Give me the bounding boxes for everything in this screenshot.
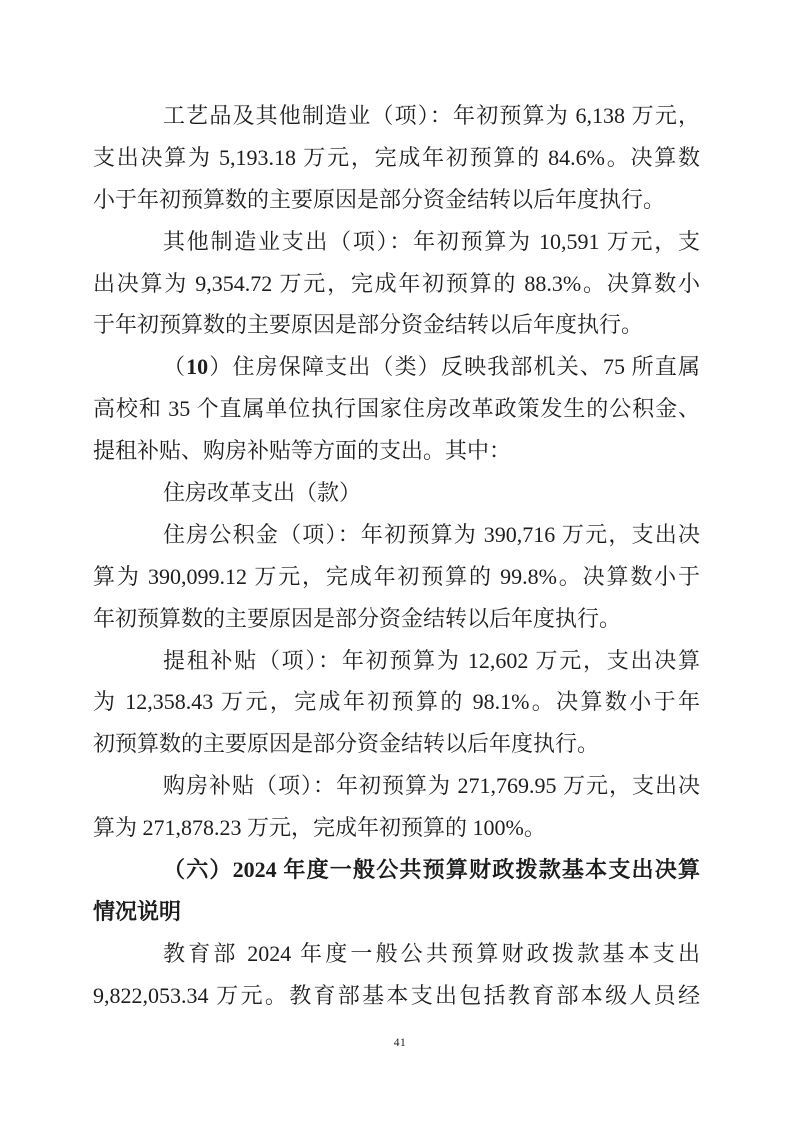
text-line xyxy=(93,723,700,765)
text-run: 9,822,053.34 万元。教育部基本支出包括教育部本级人员经 xyxy=(93,982,700,1008)
text-run: 初预算数的主要原因是部分资金结转以后年度执行。 xyxy=(93,731,600,757)
text-line xyxy=(93,556,700,598)
text-run: 其他制造业支出（项）：年初预算为 10,591 万元，支 xyxy=(163,228,700,254)
text-line xyxy=(93,849,700,891)
text-run: 算为 271,878.23 万元，完成年初预算的 100%。 xyxy=(93,815,546,841)
text-run: 住房公积金（项）：年初预算为 390,716 万元，支出决 xyxy=(163,521,700,547)
text-line xyxy=(93,137,700,179)
text-line xyxy=(93,640,700,682)
text-line xyxy=(93,598,700,640)
text-run: 住房改革支出（款） xyxy=(163,480,362,506)
text-run: 年初预算数的主要原因是部分资金结转以后年度执行。 xyxy=(93,605,622,631)
text-line xyxy=(93,765,700,807)
text-run: 购房补贴（项）：年初预算为 271,769.95 万元，支出决 xyxy=(163,773,700,799)
bold-text-run: 10 xyxy=(186,354,209,380)
text-run: 教育部 2024 年度一般公共预算财政拨款基本支出 xyxy=(163,940,700,966)
text-run: 算为 390,099.12 万元，完成年初预算的 99.8%。决算数小于 xyxy=(93,563,700,589)
text-run: （ xyxy=(163,354,187,380)
text-line xyxy=(93,472,700,514)
text-line xyxy=(93,681,700,723)
text-run: 工艺品及其他制造业（项）：年初预算为 6,138 万元， xyxy=(163,103,700,128)
text-run: 小于年初预算数的主要原因是部分资金结转以后年度执行。 xyxy=(93,186,666,212)
text-run: 高校和 35 个直属单位执行国家住房改革政策发生的公积金、 xyxy=(93,396,700,422)
text-run: 于年初预算数的主要原因是部分资金结转以后年度执行。 xyxy=(93,312,644,338)
text-line xyxy=(93,304,700,346)
text-line xyxy=(93,514,700,556)
document-body xyxy=(93,95,700,1017)
text-line xyxy=(93,221,700,263)
text-line xyxy=(93,430,700,472)
text-run: ）住房保障支出（类）反映我部机关、75 所直属 xyxy=(208,354,700,380)
text-line xyxy=(93,388,700,430)
text-run: 为 12,358.43 万元，完成年初预算的 98.1%。决算数小于年 xyxy=(93,689,700,715)
page-footer xyxy=(0,1033,800,1051)
text-line xyxy=(93,891,700,933)
page-number: 41 xyxy=(393,1037,407,1049)
text-run: 提租补贴（项）：年初预算为 12,602 万元，支出决算 xyxy=(163,647,700,673)
text-line xyxy=(93,975,700,1017)
text-line xyxy=(93,95,700,137)
text-run: 提租补贴、购房补贴等方面的支出。其中： xyxy=(93,438,512,464)
text-line xyxy=(93,346,700,388)
text-run: 支出决算为 5,193.18 万元，完成年初预算的 84.6%。决算数 xyxy=(93,144,700,170)
bold-text-run: 情况说明 xyxy=(93,898,182,924)
text-line xyxy=(93,179,700,221)
bold-text-run: （六）2024 年度一般公共预算财政拨款基本支出决算 xyxy=(163,857,700,883)
text-run: 出决算为 9,354.72 万元，完成年初预算的 88.3%。决算数小 xyxy=(93,270,700,296)
text-line xyxy=(93,807,700,849)
text-line xyxy=(93,933,700,975)
text-line xyxy=(93,263,700,305)
